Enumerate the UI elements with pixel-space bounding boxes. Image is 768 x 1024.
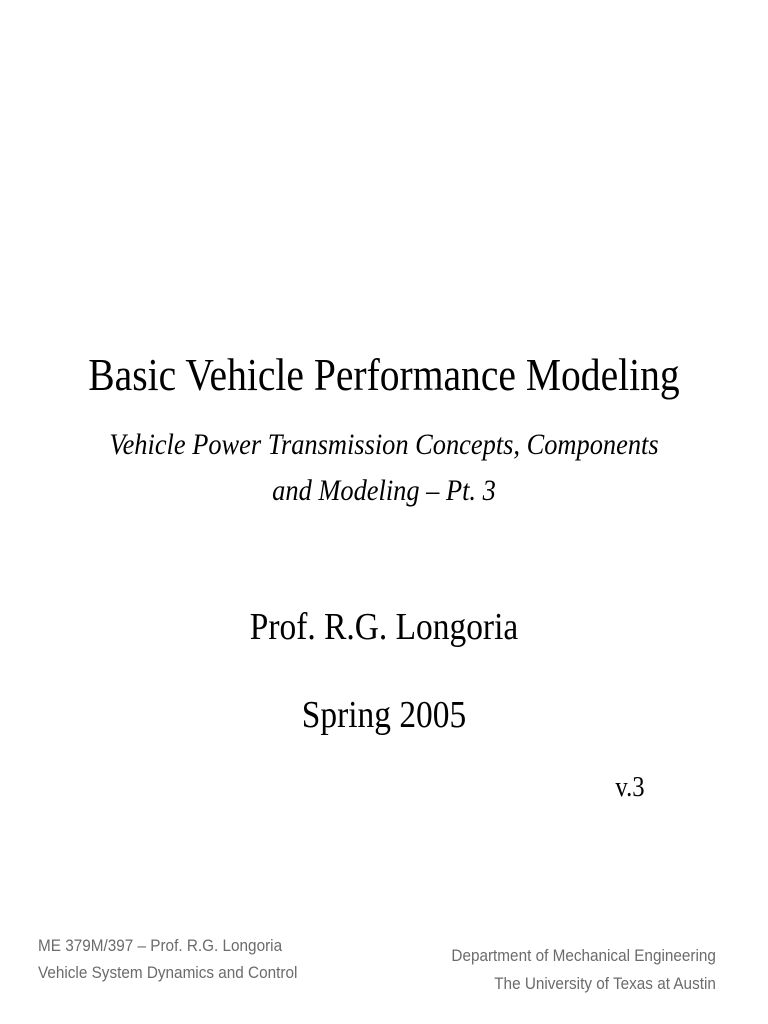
slide-subtitle: Vehicle Power Transmission Concepts, Components and Modeling – Pt. 3 — [109, 428, 659, 507]
author-name: Prof. R.G. Longoria — [249, 606, 519, 648]
version-label: v.3 — [615, 772, 645, 803]
footer-course-number: ME 379M/397 – Prof. R.G. Longoria — [38, 936, 283, 955]
footer-course-info — [38, 932, 297, 986]
course-term: Spring 2005 — [301, 694, 467, 736]
footer-course-name: Vehicle System Dynamics and Control — [38, 963, 298, 982]
footer-department: Department of Mechanical Engineering — [451, 946, 716, 965]
footer-university: The University of Texas at Austin — [494, 974, 716, 993]
slide-title: Basic Vehicle Performance Modeling — [88, 349, 680, 400]
footer-institution-info — [451, 942, 716, 998]
